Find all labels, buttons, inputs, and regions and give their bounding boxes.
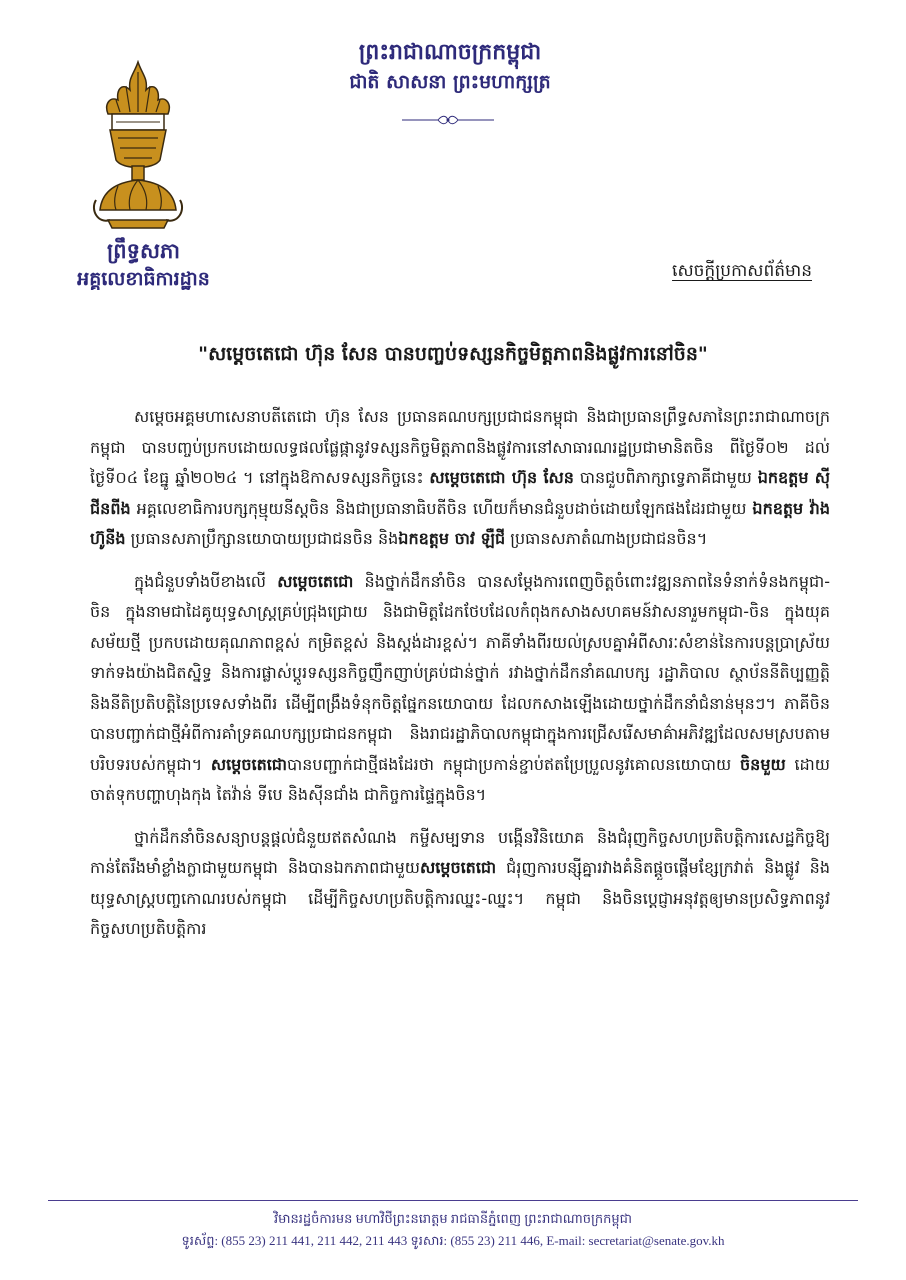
kingdom-title: ព្រះរាជាណាចក្រកម្ពុជា <box>358 40 542 65</box>
bold-name-run: ឯកឧត្តម ចាវ ឡឺជី <box>398 529 506 548</box>
national-motto: ជាតិ សាសនា ព្រះមហាក្សត្រ <box>349 71 551 93</box>
bold-name-run: សម្ដេចតេជោ ហ៊ុន សែន <box>429 468 574 487</box>
text-run: ប្រធានសភាតំណាងប្រជាជនចិន។ <box>505 529 708 548</box>
ornament-divider-icon <box>400 114 496 126</box>
paragraph-1 <box>90 402 830 555</box>
kingdom-heading <box>290 36 610 96</box>
footer-address: វិមានរដ្ឋចំការមន មហាវិថីព្រះនរោត្តម រាជធានីភ្នំពេញ ព្រះរាជាណាចក្រកម្ពុជា <box>273 1211 633 1226</box>
body-text <box>90 402 830 957</box>
senate-emblem-icon <box>88 60 188 230</box>
senate-name: ព្រឹទ្ធសភា <box>107 239 180 263</box>
bold-name-run: សម្ដេចតេជោ <box>210 754 288 774</box>
bold-name-run: សម្ដេចតេជោ <box>419 858 497 877</box>
bold-name-run: ឯកឧត្តម ស៊ី ជីនពីង <box>90 468 831 518</box>
press-release-label: សេចក្ដីប្រកាសព័ត៌មាន <box>672 261 812 281</box>
text-run: ក្នុងជំនួបទាំងបីខាងលើ <box>134 571 278 591</box>
headline: "សម្ដេចតេជោ ហ៊ុន សែន បានបញ្ចប់ទស្សនកិច្ចមិត្តភាពនិងផ្លូវការនៅចិន" <box>198 343 708 365</box>
text-run: សម្ដេចអគ្គមហាសេនាបតីតេជោ ហ៊ុន សែន ប្រធានគណបក្សប្រជាជនកម្ពុជា និងជាប្រធានព្រឹទ្ធសភានៃព្រះរាជាណាចក្រកម្ពុជា បានបញ្ចប់ប្រកបដោយលទ្ធផលផ្លែផ្កានូវទស្សនកិច្ចមិត្តភាពនិងផ្លូវការនៅសាធារណរដ្ឋប្រជាមានិតចិន ពីថ្ងៃទី០២ ដល់ថ្ងៃទី០៤ ខែធ្នូ ឆ្នាំ២០២៤ ។ នៅក្នុងឱកាសទស្សនកិច្ចនេះ <box>90 407 830 487</box>
footer-contact: ទូរស័ព្ទ: (855 23) 211 441, 211 442, 211 443 ទូរសារ: (855 23) 211 446, E-mail: secretariat@senate.gov.kh <box>181 1233 725 1248</box>
text-run: ថ្នាក់ដឹកនាំចិនសន្យាបន្តផ្ដល់ជំនួយឥតសំណង កម្ចីសម្បទាន បង្កើនវិនិយោគ និងជំរុញកិច្ចសហប្រតិបត្តិការសេដ្ឋកិច្ចឱ្យកាន់តែរឹងមាំខ្លាំងក្លាជាមួយកម្ពុជា និងបានឯកភាពជាមួយ <box>90 827 830 877</box>
text-run: ដោយចាត់ទុកបញ្ហាហុងកុង តៃវ៉ាន់ ទីបេ និងស៊ីនជាំង ជាកិច្ចការផ្ទៃក្នុងចិន។ <box>90 754 830 804</box>
text-run: ប្រធានសភាប្រឹក្សានយោបាយប្រជាជនចិន និង <box>125 529 399 548</box>
secretariat-name: អគ្គលេខាធិការដ្ឋាន <box>77 268 210 291</box>
text-run: និងថ្នាក់ដឹកនាំចិន បានសម្ដែងការពេញចិត្តចំពោះវឌ្ឍនភាពនៃទំនាក់ទំនងកម្ពុជា-ចិន ក្នុងនាមជាដៃគូយុទ្ធសាស្ត្រគ្រប់ជ្រុងជ្រោយ និងជាមិត្តដែកថែបដែលកំពុងកសាងសហគមន៍វាសនារួមកម្ពុជា-ចិន ក្នុងយុគសម័យថ្មី ប្រកបដោយគុណភាពខ្ពស់ កម្រិតខ្ពស់ និងស្តង់ដារខ្ពស់។ ភាគីទាំងពីរយល់ស្របគ្នាអំពីសារៈសំខាន់នៃការបន្តប្រាស្រ័យទាក់ទងយ៉ាងជិតស្និទ្ធ និងការផ្លាស់ប្ដូរទស្សនកិច្ចញឹកញាប់គ្រប់ជាន់ថ្នាក់ រវាងថ្នាក់ដឹកនាំគណបក្ស រដ្ឋាភិបាល ស្ថាប័ននីតិប្បញ្ញត្តិ និងនីតិប្រតិបត្តិនៃប្រទេសទាំងពីរ ដើម្បីពង្រឹងទំនុកចិត្តផ្នែកនយោបាយ ដែលកសាងឡើងដោយថ្នាក់ដឹកនាំជំនាន់មុនៗ។ ភាគីចិនបានបញ្ជាក់ជាថ្មីអំពីការគាំទ្រគណបក្សប្រជាជនកម្ពុជា និងរាជរដ្ឋាភិបាលកម្ពុជាក្នុងការជ្រើសរើសមាគ៌ាអភិវឌ្ឍដែលសមស្របតាមបរិបទរបស់កម្ពុជា។ <box>90 571 830 774</box>
footer-divider <box>48 1200 858 1201</box>
bold-name-run: ឯកឧត្តម វ៉ាង ហ៊ូនីង <box>90 498 830 548</box>
bold-name-run: ចិនមួយ <box>740 754 786 774</box>
footer <box>48 1208 858 1252</box>
senate-name-block <box>56 236 231 294</box>
text-run: ជំរុញការបន្សុីគ្នារវាងគំនិតផ្ដួចផ្ដើមខ្សែក្រវាត់ និងផ្លូវ និងយុទ្ធសាស្ត្របញ្ចកោណរបស់កម្ពុជា ដើម្បីកិច្ចសហប្រតិបត្តិការឈ្នះ-ឈ្នះ។ កម្ពុជា និងចិនប្ដេជ្ញាអនុវត្តឲ្យមានប្រសិទ្ធភាពនូវកិច្ចសហប្រតិបត្តិការ <box>90 858 830 938</box>
paragraph-3 <box>90 823 830 945</box>
text-run: បានជួបពិភាក្សាទ្វេភាគីជាមួយ <box>573 468 758 487</box>
bold-name-run: សម្ដេចតេជោ <box>277 571 354 591</box>
text-run: អគ្គលេខាធិការបក្សកុម្មុយនីស្តចិន និងជាប្រធានាធិបតីចិន ហើយក៏មានជំនួបដាច់ដោយឡែកផងដែរជាមួយ <box>130 498 753 518</box>
text-run: បានបញ្ជាក់ជាថ្មីផងដែរថា កម្ពុជាប្រកាន់ខ្ជាប់ឥតប្រែប្រួលនូវគោលនយោបាយ <box>287 754 740 774</box>
paragraph-2 <box>90 567 830 811</box>
